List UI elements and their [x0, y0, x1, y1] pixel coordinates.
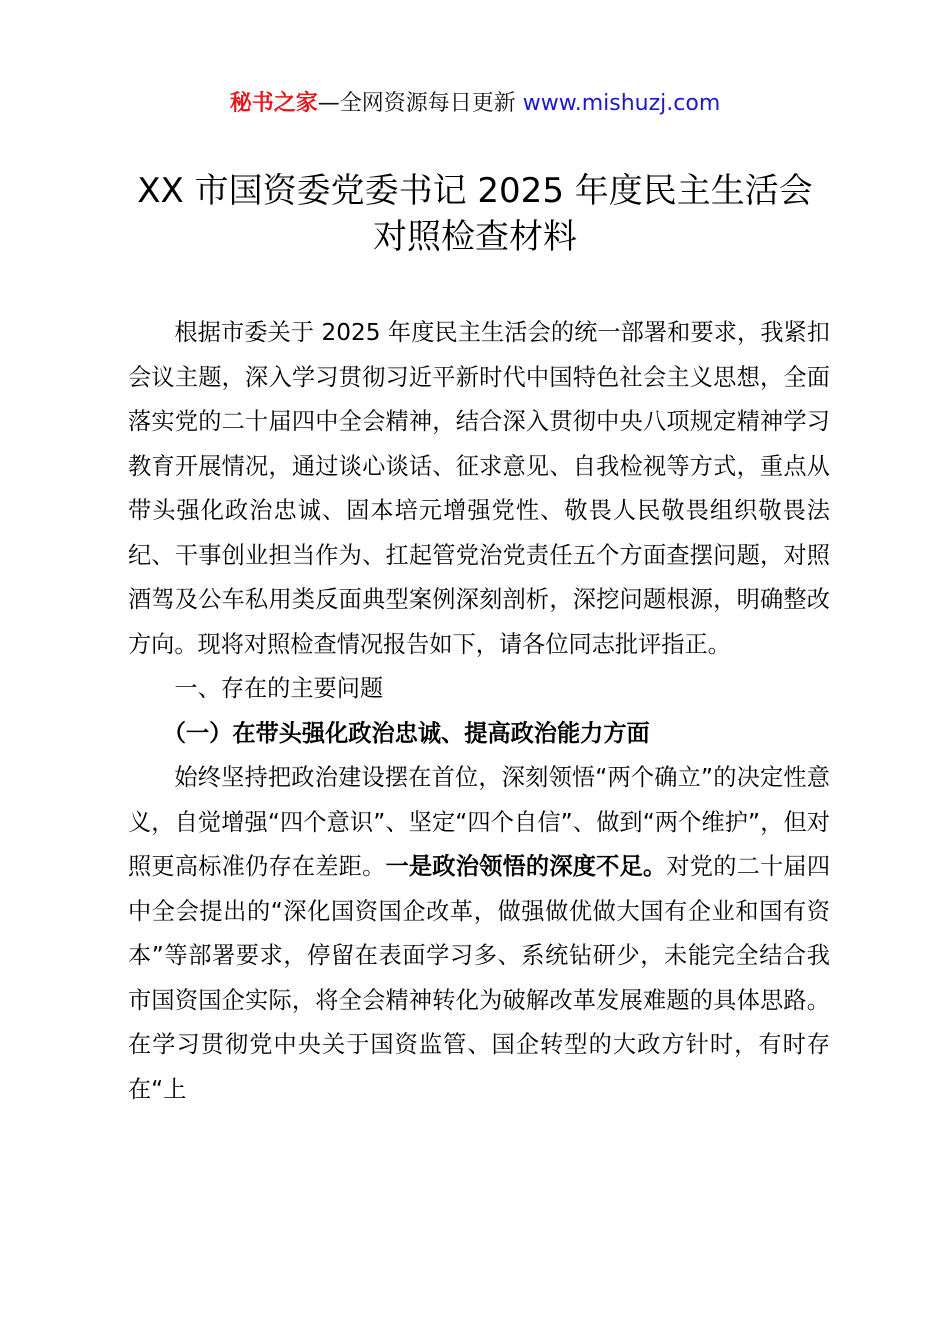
intro-paragraph: 根据市委关于 2025 年度民主生活会的统一部署和要求，我紧扣会议主题，深入学习贯彻习近平新时代中国特色社会主义思想，全面落实党的二十届四中全会精神，结合深入贯彻中央八项规定精神学习教育开展情况，通过谈心谈话、征求意见、自我检视等方式，重点从带头强化政治忠诚、固本培元增强党性、敬畏人民敬畏组织敬畏法纪、干事创业担当作为、扛起管党治党责任五个方面查摆问题，对照酒驾及公车私用类反面典型案例深刻剖析，深挖问题根源，明确整改方向。现将对照检查情况报告如下，请各位同志批评指正。	[128, 319, 830, 658]
title-line-2: 对照检查材料	[373, 217, 577, 257]
site-banner	[0, 88, 950, 120]
paragraph-emphasis: 一是政治领悟的深度不足。	[385, 853, 667, 880]
subsection-heading: （一）在带头强化政治忠诚、提高政治能力方面	[162, 719, 650, 747]
brand-name: 秘书之家	[229, 91, 318, 116]
section-heading: 一、存在的主要问题	[174, 675, 384, 702]
document-title	[0, 168, 950, 260]
body-paragraph	[128, 756, 830, 1112]
document-body	[128, 311, 830, 1112]
site-url-link[interactable]: www.mishuzj.com	[522, 91, 721, 116]
banner-slogan: —全网资源每日更新	[317, 91, 523, 116]
paragraph-text: 始终坚持把政治建设摆在首位，深刻领悟“两个确立”的决定性意义，自觉增强“四个意识”、坚定“四个自信”、做到“两个维护”，但对照更高标准仍存在差距。	[128, 764, 830, 880]
title-line-1: XX 市国资委党委书记 2025 年度民主生活会	[137, 171, 813, 211]
paragraph-text-continued: 对党的二十届四中全会提出的“深化国资国企改革，做强做优做大国有企业和国有资本”等部署要求，停留在表面学习多、系统钻研少，未能完全结合我市国资国企实际，将全会精神转化为破解改革发展难题的具体思路。在学习贯彻党中央关于国资监管、国企转型的大政方针时，有时存在“上	[128, 853, 831, 1103]
